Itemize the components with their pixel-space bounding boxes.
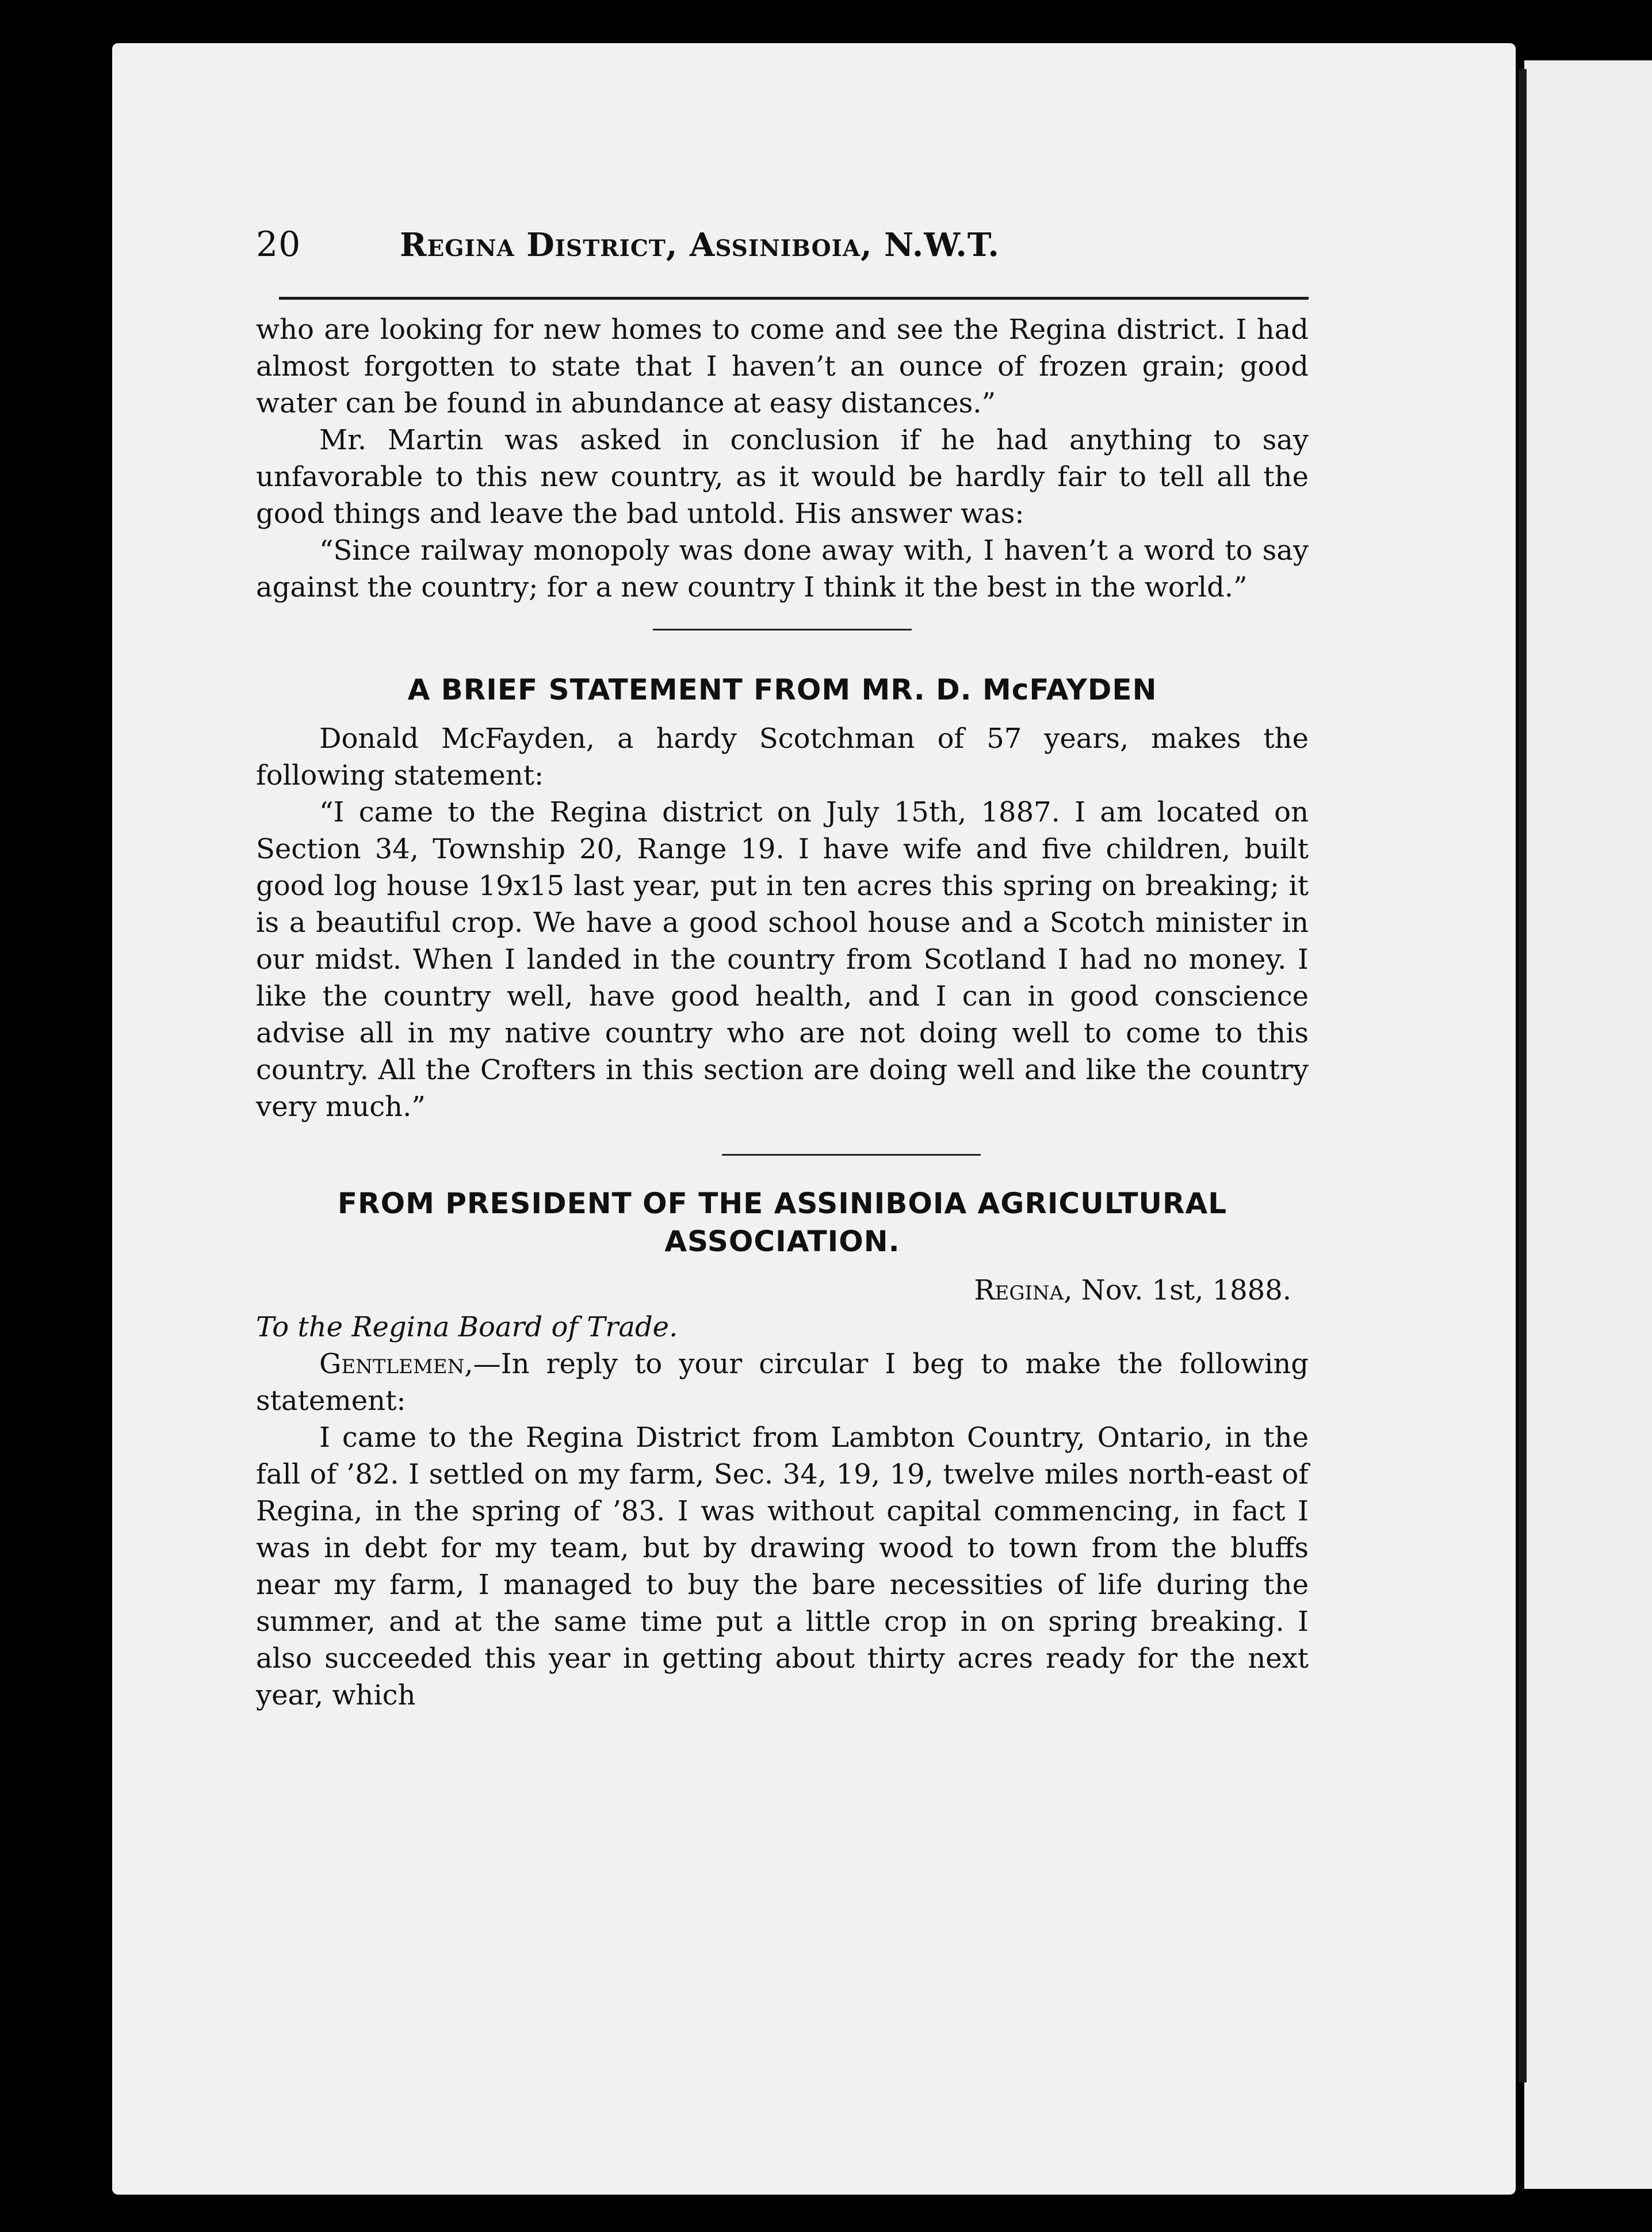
dateline-place: Regina, <box>974 1274 1073 1306</box>
dateline <box>256 1272 1309 1309</box>
running-title: Regina District, Assiniboia, N.W.T. <box>400 226 1000 264</box>
facing-page-edge <box>1524 60 1652 2189</box>
paragraph-mcfayden-statement: “I came to the Regina district on July 15th, 1887. I am located on Section 34, Township 20, Range 19. I have wife and five children, built good log house 19x15 last year, put in ten acres this spring on breaking; it is a beautiful crop. We have a good school house and a Scotch minister in our midst. When I landed in the country from Scotland I had no money. I like the country well, have good health, and I can in good conscience advise all in my native country who are not doing well to come to this country. All the Crofters in this section are doing well and like the country very much.” <box>256 796 1309 1123</box>
paragraph-mcfayden-intro: Donald McFayden, a hardy Scotchman of 57 years, makes the following statement: <box>256 723 1309 792</box>
paragraph-president-body: I came to the Regina District from Lambton Country, Ontario, in the fall of ’82. I settled on my farm, Sec. 34, 19, 19, twelve miles north-east of Regina, in the spring of ’83. I was without capital commencing, in fact I was in debt for my team, but by drawing wood to town from the bluffs near my farm, I managed to buy the bare necessities of life during the summer, and at the same time put a little crop in on spring breaking. I also succeeded this year in getting about thirty acres ready for the next year, which <box>256 1421 1309 1711</box>
section-heading-mcfayden: A BRIEF STATEMENT FROM MR. D. McFAYDEN <box>407 673 1157 706</box>
book-gutter <box>1519 69 1527 2082</box>
heading-line-1: FROM PRESIDENT OF THE ASSINIBOIA AGRICULTURAL <box>337 1187 1227 1220</box>
page-number: 20 <box>256 224 301 265</box>
heading-line-2: ASSOCIATION. <box>664 1225 900 1258</box>
paragraph-salutation <box>256 1346 1309 1419</box>
section-divider <box>653 629 912 630</box>
dateline-date: Nov. 1st, 1888. <box>1081 1274 1291 1306</box>
addressee: To the Regina Board of Trade. <box>256 1311 678 1343</box>
paragraph-martin-question: Mr. Martin was asked in conclusion if he had anything to say unfavorable to this new country, as it would be hardly fair to tell all the good things and leave the bad untold. His answer was: <box>256 424 1309 530</box>
section-heading-president <box>256 1184 1309 1260</box>
section-divider <box>722 1154 981 1156</box>
paragraph-martin-answer: “Since railway monopoly was done away with, I haven’t a word to say against the country; for a new country I think it the best in the world.” <box>256 534 1309 603</box>
header-rule <box>279 297 1309 300</box>
salutation: Gentlemen, <box>319 1348 473 1380</box>
salutation-rest: —In reply to your circular I beg to make the following statement: <box>256 1348 1309 1417</box>
paragraph-continuation: who are looking for new homes to come and see the Regina district. I had almost forgotten to state that I haven’t an ounce of frozen grain; good water can be found in abundance at easy distances.” <box>256 314 1309 419</box>
running-head <box>256 224 1309 288</box>
page-content <box>256 224 1309 1714</box>
